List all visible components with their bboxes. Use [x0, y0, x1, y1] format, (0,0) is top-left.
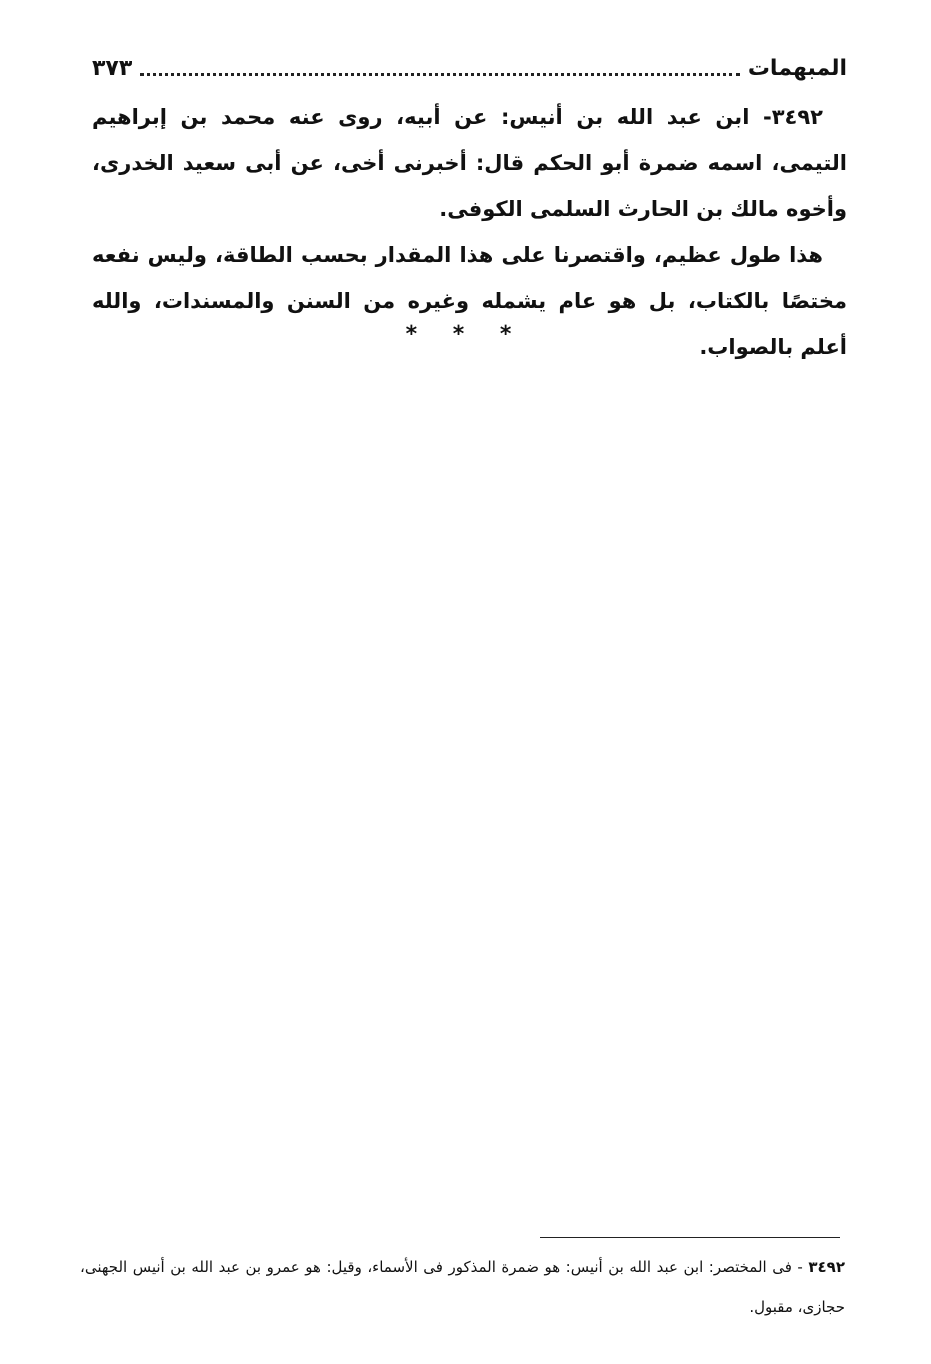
page-header — [92, 40, 847, 80]
closing-paragraph: هذا طول عظيم، واقتصرنا على هذا المقدار بحسب الطاقة، وليس نفعه مختصًا بالكتاب، بل هو عام يشمله وغيره من السنن والمسندات، والله أعلم بالصواب. — [92, 243, 847, 359]
footnote-paragraph — [80, 1247, 845, 1327]
footnote — [80, 1247, 845, 1327]
footnote-text: - فى المختصر: ابن عبد الله بن أنيس: هو ضمرة المذكور فى الأسماء، وقيل: هو عمرو بن عبد الله بن أنيس الجهنى، حجازى، مقبول. — [80, 1258, 845, 1316]
entry-number: ٣٤٩٢- — [763, 105, 823, 129]
page-number: ٣٧٣ — [92, 56, 133, 81]
running-title: المبهمات — [747, 56, 847, 81]
footnote-separator — [540, 1237, 840, 1238]
entry-text: ابن عبد الله بن أنيس: عن أبيه، روى عنه محمد بن إبراهيم التيمى، اسمه ضمرة أبو الحكم قال: أخبرنى أخى، عن أبى سعيد الخدرى، وأخوه مالك بن الحارث السلمى الكوفى. — [92, 105, 847, 221]
section-divider-asterisks: * * * — [405, 322, 526, 347]
dotted-leader — [140, 73, 740, 76]
entry-paragraph — [92, 94, 847, 232]
footnote-number: ٣٤٩٢ — [808, 1258, 845, 1276]
